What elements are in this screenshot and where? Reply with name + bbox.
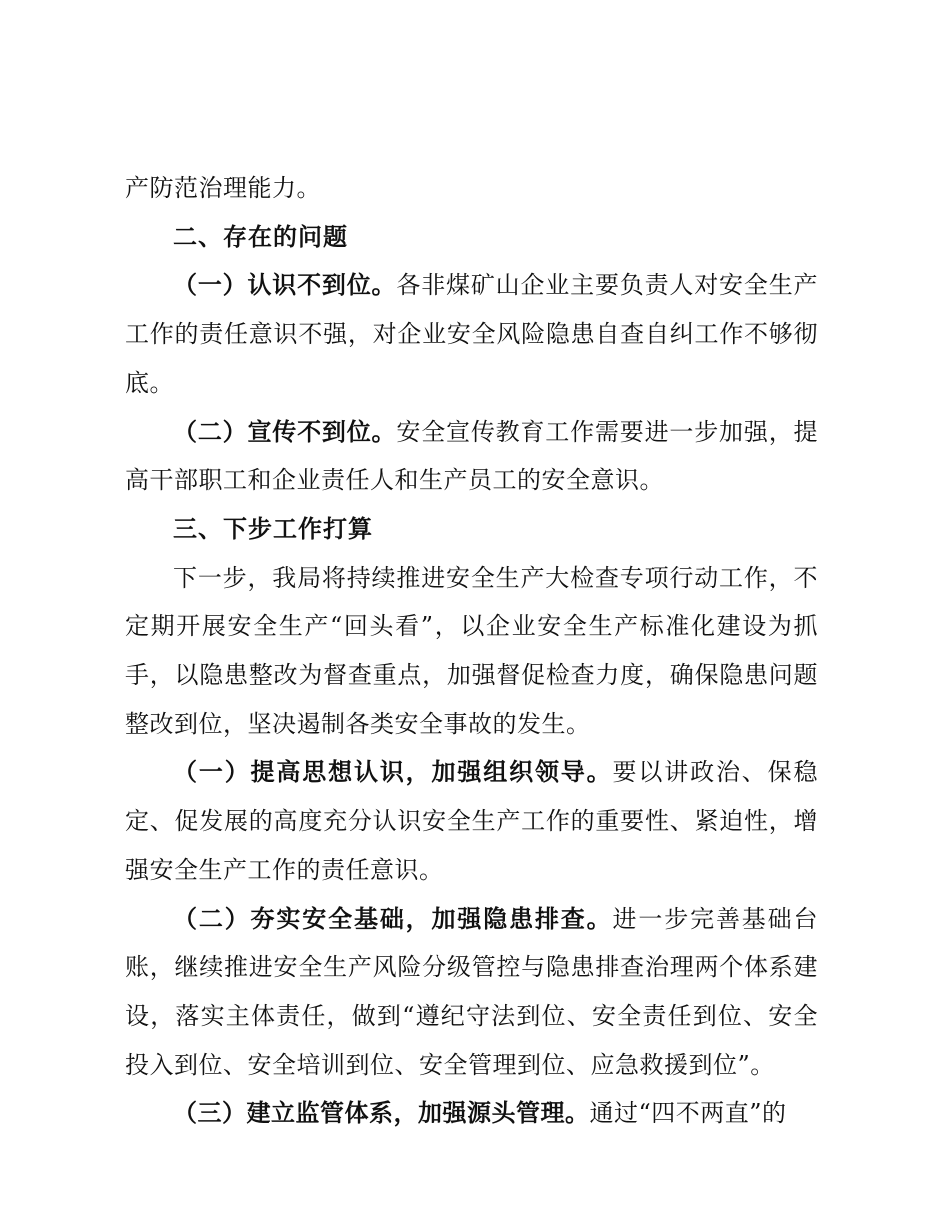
paragraph-awareness: [125, 261, 818, 407]
paragraph-foundation: [125, 895, 818, 1090]
paragraph-lead: （三）建立监管体系，加强源头管理。: [173, 1098, 590, 1128]
paragraph-continuation: [125, 164, 818, 213]
paragraph-text: 通过“四不两直”的: [589, 1099, 787, 1128]
paragraph-text: 产防范治理能力。: [125, 174, 321, 202]
paragraph-lead: （一）认识不到位。: [173, 270, 397, 300]
section-heading-problems: 二、存在的问题: [173, 222, 348, 251]
paragraph-text: 进一步完善基础台账，继续推进安全生产风险分级管控与隐患排查治理两个体系建设，落实主体责任，做到“遵纪守法到位、安全责任到位、安全投入到位、安全培训到位、安全管理到位、应急救援到位”。: [125, 904, 819, 1079]
paragraph-lead: （一）提高思想认识，加强组织领导。: [173, 757, 613, 787]
paragraph-publicity: [125, 408, 818, 505]
paragraph-next-step: 下一步，我局将持续推进安全生产大检查专项行动工作，不定期开展安全生产“回头看”，以企业安全生产标准化建设为抓手，以隐患整改为督查重点，加强督促检查力度，确保隐患问题整改到位，坚决遏制各类安全事故的发生。: [125, 563, 818, 738]
paragraph-leadership: [125, 748, 818, 894]
paragraph-text: 要以讲政治、保稳定、促发展的高度充分认识安全生产工作的重要性、紧迫性，增强安全生产工作的责任意识。: [125, 758, 819, 884]
paragraph-lead: （二）夯实安全基础，加强隐患排查。: [173, 903, 613, 933]
document-body: [125, 164, 818, 1138]
paragraph-lead: （二）宣传不到位。: [173, 416, 397, 446]
section-heading-next-steps: 三、下步工作打算: [173, 514, 373, 543]
paragraph-supervision: [125, 1089, 818, 1138]
paragraph-text: 安全宣传教育工作需要进一步加强，提高干部职工和企业责任人和生产员工的安全意识。: [125, 417, 819, 495]
paragraph-text: 各非煤矿山企业主要负责人对安全生产工作的责任意识不强，对企业安全风险隐患自查自纠工作不够彻底。: [125, 271, 819, 397]
